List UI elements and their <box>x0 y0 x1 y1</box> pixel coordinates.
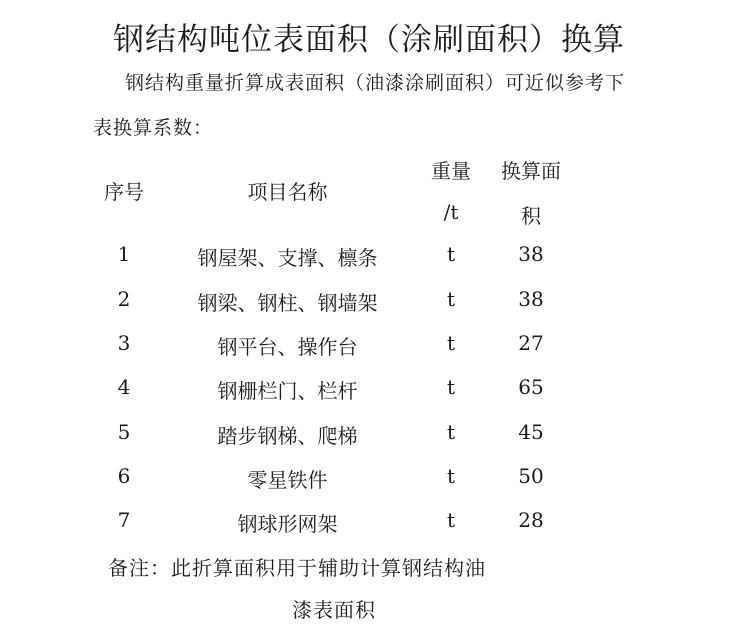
row-name: 钢平台、操作台 <box>217 335 358 359</box>
row-unit: t <box>446 331 456 355</box>
row-unit: t <box>446 508 456 532</box>
header-area-line2: 积 <box>521 204 541 228</box>
row-unit: t <box>446 242 456 266</box>
row-index: 5 <box>117 420 131 444</box>
row-area: 65 <box>518 375 544 399</box>
row-area: 45 <box>518 420 544 444</box>
row-unit: t <box>446 287 456 311</box>
header-name: 项目名称 <box>247 180 328 204</box>
row-index: 1 <box>117 242 131 266</box>
row-area: 28 <box>518 508 544 532</box>
note-text-line2: 漆表面积 <box>292 598 376 622</box>
row-area: 38 <box>518 287 544 311</box>
row-name: 钢栅栏门、栏杆 <box>217 379 358 403</box>
header-unit-line2: /t <box>443 200 459 224</box>
row-name: 零星铁件 <box>247 468 328 492</box>
row-index: 7 <box>117 508 131 532</box>
row-name: 钢屋架、支撑、檩条 <box>197 246 378 270</box>
row-unit: t <box>446 420 456 444</box>
row-index: 6 <box>117 464 131 488</box>
intro-text-line1: 钢结构重量折算成表面积（油漆涂刷面积）可近似参考下 <box>125 72 626 94</box>
row-index: 3 <box>117 331 131 355</box>
header-unit-line1: 重量 <box>431 159 471 183</box>
header-area-line1: 换算面 <box>501 159 561 183</box>
row-name: 钢梁、钢柱、钢墙架 <box>197 291 378 315</box>
intro-text-line2: 表换算系数： <box>93 117 214 139</box>
row-name: 踏步钢梯、爬梯 <box>217 424 358 448</box>
row-index: 4 <box>117 375 131 399</box>
header-index: 序号 <box>104 180 144 204</box>
note-text-line1: 备注：此折算面积用于辅助计算钢结构油 <box>108 556 486 580</box>
page-title: 钢结构吨位表面积（涂刷面积）换算 <box>113 22 625 58</box>
row-name: 钢球形网架 <box>237 512 338 536</box>
row-area: 38 <box>518 242 544 266</box>
row-unit: t <box>446 464 456 488</box>
row-unit: t <box>446 375 456 399</box>
row-area: 27 <box>518 331 544 355</box>
row-index: 2 <box>117 287 131 311</box>
row-area: 50 <box>518 464 544 488</box>
